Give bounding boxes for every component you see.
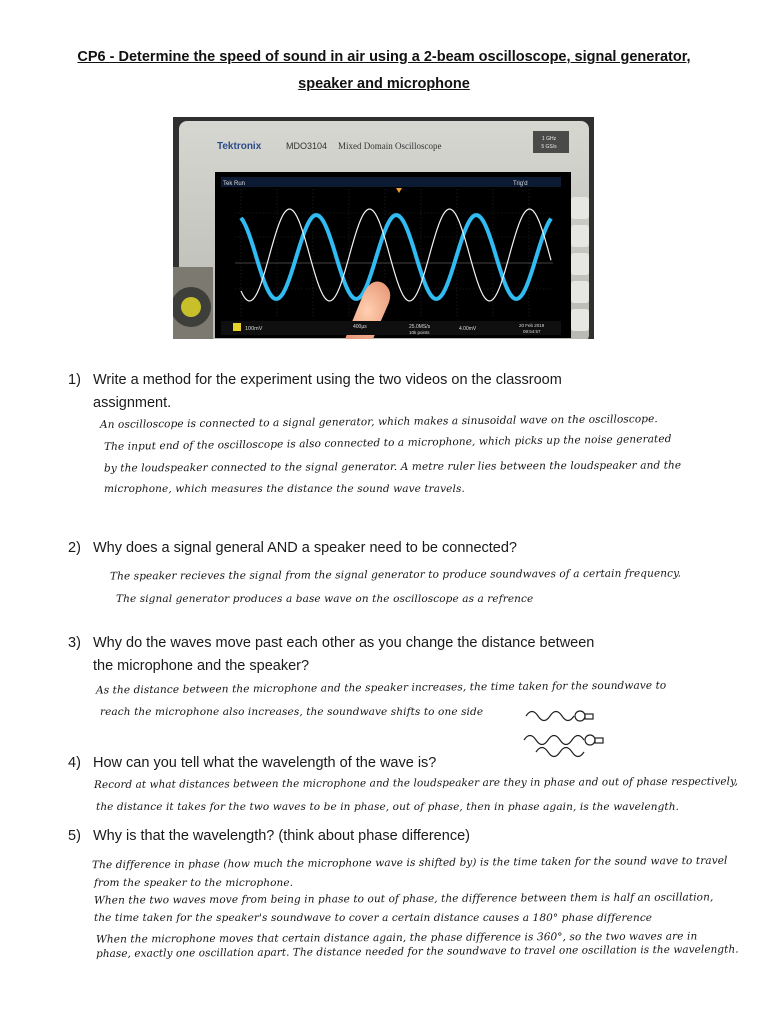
- readout-clock: 08:54:57: [523, 329, 541, 334]
- question-number: 4): [68, 755, 81, 771]
- readout-date: 20 Feb 2019: [519, 323, 545, 328]
- title-line-2: speaker and microphone: [298, 76, 470, 92]
- readout-time: 400µs: [353, 324, 367, 330]
- spec-1: 1 GHz: [541, 136, 557, 142]
- answer-line: Record at what distances between the microphone and the loudspeaker are they in phase and out of phase respectively,: [94, 775, 739, 791]
- question-number: 1): [68, 372, 81, 388]
- answer-line: the distance it takes for the two waves to be in phase, out of phase, then in phase again, is the wavelength.: [96, 801, 680, 813]
- model-desc-label: Mixed Domain Oscilloscope: [338, 141, 442, 151]
- status-trig: Trig'd: [513, 181, 528, 187]
- answer-line: from the speaker to the microphone.: [94, 877, 294, 889]
- question-number: 5): [68, 828, 81, 844]
- question-number: 2): [68, 540, 81, 556]
- oscilloscope-photo: [173, 117, 594, 339]
- title-line-1: CP6 - Determine the speed of sound in air using a 2-beam oscilloscope, signal generator,: [77, 49, 691, 65]
- answer-line: the time taken for the speaker's soundwave to cover a certain distance causes a 180° phase difference: [94, 912, 653, 924]
- readout-ch1: 100mV: [245, 326, 263, 332]
- answer-line: The signal generator produces a base wave on the oscilloscope as a refrence: [116, 593, 534, 605]
- answer-line: The difference in phase (how much the microphone wave is shifted by) is the time taken for the sound wave to travel: [91, 854, 728, 872]
- brand-label: Tektronix: [217, 141, 262, 152]
- answer-line: When the two waves move from being in phase to out of phase, the difference between them is half an oscillation,: [93, 891, 714, 907]
- question-text: the microphone and the speaker?: [93, 658, 310, 674]
- spec-2: 5 GS/s: [541, 144, 557, 150]
- side-button: [571, 197, 589, 219]
- side-button: [571, 253, 589, 275]
- question-5: [68, 825, 728, 848]
- answer-line: As the distance between the microphone and the speaker increases, the time taken for the soundwave to: [95, 679, 667, 697]
- answer-line: reach the microphone also increases, the soundwave shifts to one side: [100, 706, 484, 718]
- question-text: How can you tell what the wavelength of the wave is?: [93, 755, 437, 771]
- answer-line: An oscilloscope is connected to a signal generator, which makes a sinusoidal wave on the oscilloscope.: [99, 413, 658, 431]
- readout-rate: 25.0MS/s: [409, 324, 431, 330]
- answer-line: by the loudspeaker connected to the signal generator. A metre ruler lies between the loudspeaker and the: [103, 459, 682, 475]
- answer-line: phase, exactly one oscillation apart. The distance needed for the soundwave to travel one oscillation is the wavelength.: [96, 943, 739, 960]
- answer-line: The input end of the oscilloscope is also connected to a microphone, which picks up the noise generated: [103, 433, 672, 453]
- side-button: [571, 225, 589, 247]
- phase-sketch-drawing: [522, 706, 622, 758]
- answer-line: The speaker recieves the signal from the signal generator to produce soundwaves of a certain frequency.: [109, 567, 682, 583]
- question-text: assignment.: [93, 395, 172, 411]
- question-text: Why do the waves move past each other as you change the distance between: [93, 635, 595, 651]
- page-title: [20, 44, 748, 98]
- question-2: [68, 537, 728, 560]
- scope-screen: [215, 172, 571, 338]
- question-text: Why does a signal general AND a speaker need to be connected?: [93, 540, 517, 556]
- answer-line: When the microphone moves that certain distance again, the phase difference is 360°, so the two waves are in: [95, 930, 698, 946]
- readout-level: 4.00mV: [459, 326, 477, 332]
- answer-line: microphone, which measures the distance the sound wave travels.: [104, 483, 465, 495]
- question-number: 3): [68, 635, 81, 651]
- status-run: Tek Run: [223, 181, 246, 187]
- model-label: MDO3104: [286, 141, 328, 151]
- readout-points: 10k points: [409, 330, 430, 335]
- question-1: [68, 369, 728, 415]
- side-button: [571, 309, 589, 331]
- question-3: [68, 632, 728, 678]
- question-text: Write a method for the experiment using the two videos on the classroom: [93, 372, 562, 388]
- question-text: Why is that the wavelength? (think about phase difference): [93, 828, 470, 844]
- side-button: [571, 281, 589, 303]
- question-4: [68, 752, 728, 775]
